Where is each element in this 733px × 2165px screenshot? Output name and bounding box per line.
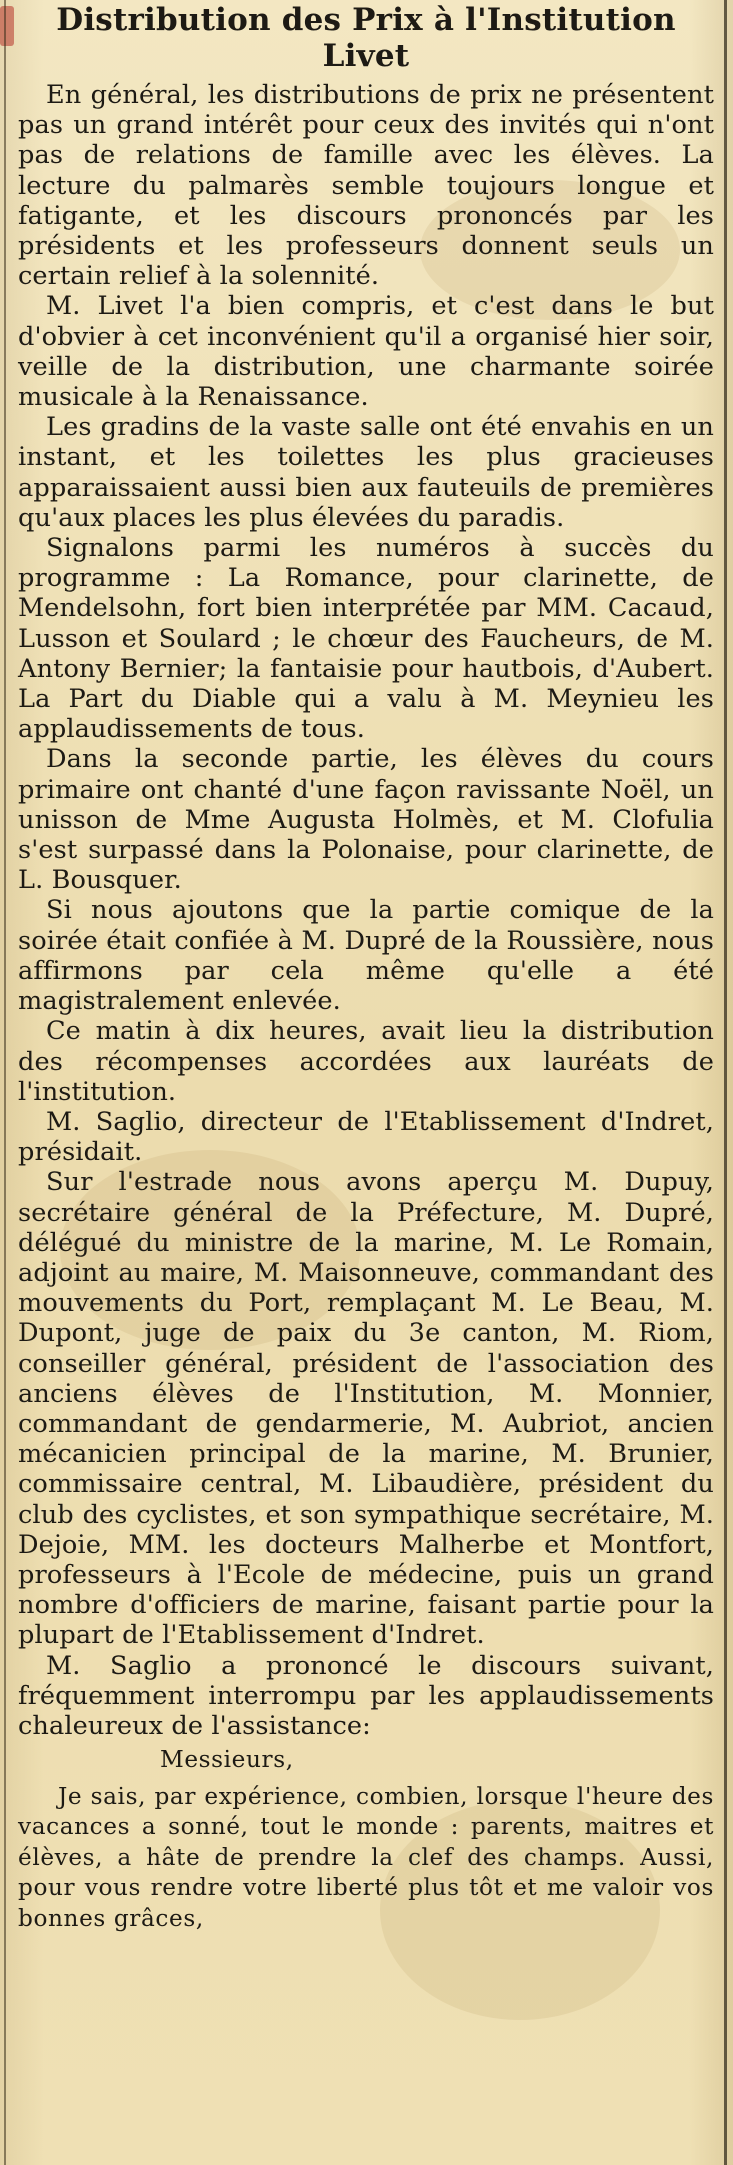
speech-salutation: Messieurs, (160, 1746, 294, 1774)
article-body (18, 80, 714, 1741)
headline-line-1: Distribution des Prix à l'Institution (56, 2, 676, 38)
paragraph: Dans la seconde partie, les élèves du cours primaire ont chanté d'une façon ravissante Noël, un unisson de Mme Augusta Holmès, et M. Clofulia s'est surpassé dans la Polonaise, pour clarinette, de L. Bousquer. (18, 744, 714, 896)
speech (18, 1745, 714, 1934)
column-rule-left (4, 0, 6, 2165)
paragraph: Ce matin à dix heures, avait lieu la distribution des récompenses accordées aux lauréats de l'institution. (18, 1016, 714, 1107)
paragraph: Signalons parmi les numéros à succès du programme : La Romance, pour clarinette, de Mendelsohn, fort bien interprétée par MM. Cacaud, Lusson et Soulard ; le chœur des Faucheurs, de M. Antony Bernier; la fantaisie pour hautbois, d'Aubert. La Part du Diable qui a valu à M. Meynieu les applaudissements de tous. (18, 533, 714, 745)
red-pencil-mark (0, 6, 14, 46)
headline (18, 2, 714, 74)
article (18, 2, 714, 1934)
paragraph: Sur l'estrade nous avons aperçu M. Dupuy, secrétaire général de la Préfecture, M. Dupré, délégué du ministre de la marine, M. Le Romain, adjoint au maire, M. Maisonneuve, commandant des mouvements du Port, remplaçant M. Le Beau, M. Dupont, juge de paix du 3e canton, M. Riom, conseiller général, président de l'association des anciens élèves de l'Institution, M. Monnier, commandant de gendarmerie, M. Aubriot, ancien mécanicien principal de la marine, M. Brunier, commissaire central, M. Libaudière, président du club des cyclistes, et son sympathique secrétaire, M. Dejoie, MM. les docteurs Malherbe et Montfort, professeurs à l'Ecole de médecine, puis un grand nombre d'officiers de marine, faisant partie pour la plupart de l'Etablissement d'Indret. (18, 1167, 714, 1651)
headline-line-2: Livet (322, 38, 410, 74)
paragraph: M. Saglio, directeur de l'Etablissement d'Indret, présidait. (18, 1106, 714, 1168)
paragraph: Les gradins de la vaste salle ont été envahis en un instant, et les toilettes les plus gracieuses apparaissaient aussi bien aux fauteuils de premières qu'aux places les plus élevées du paradis. (18, 412, 714, 533)
column-rule-right (724, 0, 727, 2165)
speech-text: Je sais, par expérience, combien, lorsque l'heure des vacances a sonné, tout le monde : parents, maitres et élèves, a hâte de prendre la clef des champs. Aussi, pour vous rendre votre liberté plus tôt et me valoir vos bonnes grâces, (18, 1782, 714, 1932)
paragraph: Si nous ajoutons que la partie comique de la soirée était confiée à M. Dupré de la Roussière, nous affirmons par cela même qu'elle a été magistralement enlevée. (18, 895, 714, 1017)
paragraph: En général, les distributions de prix ne présentent pas un grand intérêt pour ceux des invités qui n'ont pas de relations de famille avec les élèves. La lecture du palmarès semble toujours longue et fatigante, et les discours prononcés par les présidents et les professeurs donnent seuls un certain relief à la solennité. (18, 80, 714, 292)
paragraph: M. Livet l'a bien compris, et c'est dans le but d'obvier à cet inconvénient qu'il a organisé hier soir, veille de la distribution, une charmante soirée musicale à la Renaissance. (18, 291, 714, 413)
paragraph: M. Saglio a prononcé le discours suivant, fréquemment interrompu par les applaudissements chaleureux de l'assistance: (18, 1650, 714, 1741)
